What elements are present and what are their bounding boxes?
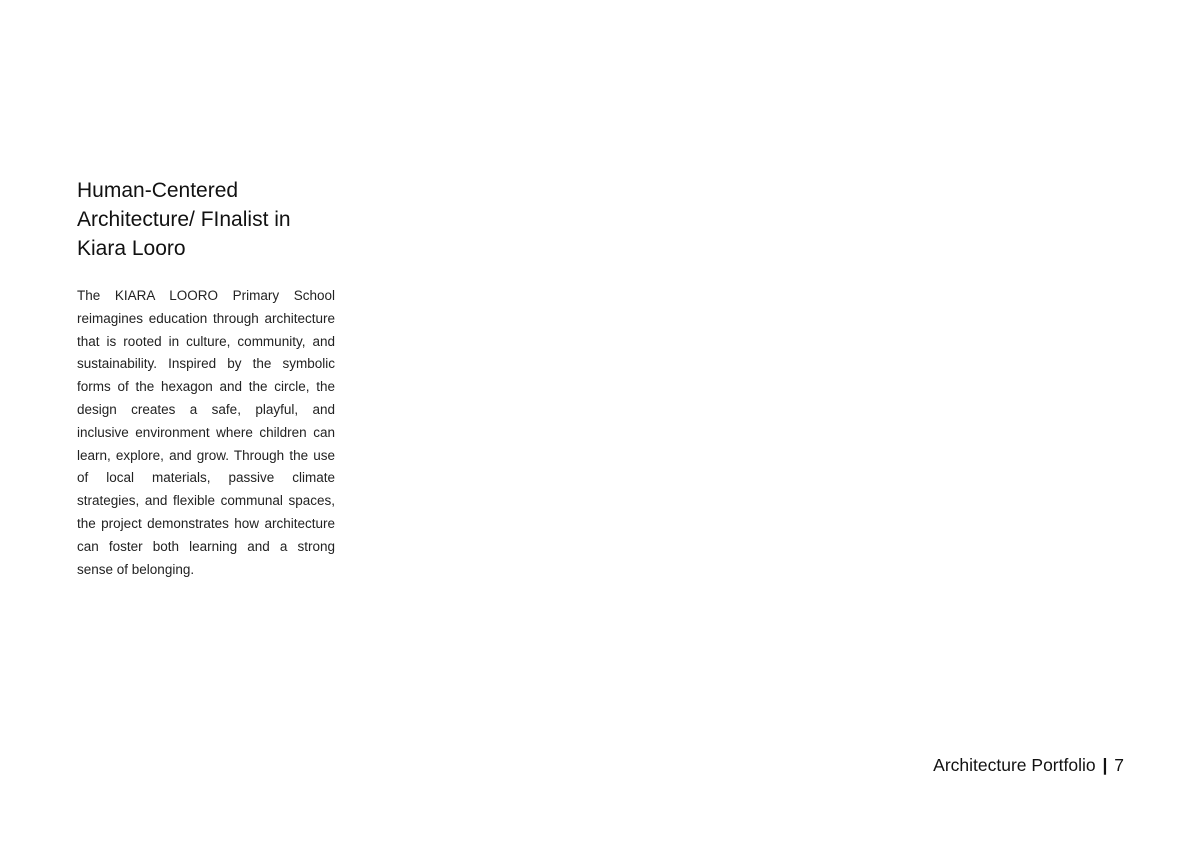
- footer-label: Architecture Portfolio: [933, 755, 1096, 775]
- project-description: The KIARA LOORO Primary School reimagines education through architecture that is rooted in culture, community, and sustainability. Inspired by the symbolic forms of the hexagon and the circle, the design creates a safe, playful, and inclusive environment where children can learn, explore, and grow. Through the use of local materials, passive climate strategies, and flexible communal spaces, the project demonstrates how architecture can foster both learning and a strong sense of belonging.: [77, 288, 335, 577]
- footer-separator: |: [1102, 755, 1108, 775]
- page-number: 7: [1114, 755, 1124, 775]
- project-title: [77, 176, 335, 263]
- page-footer: [933, 753, 1124, 777]
- project-title-line: Human-Centered: [77, 179, 239, 202]
- project-title-line: Architecture/ FInalist in: [77, 208, 291, 231]
- project-section: [77, 176, 335, 581]
- project-title-line: Kiara Looro: [77, 237, 186, 260]
